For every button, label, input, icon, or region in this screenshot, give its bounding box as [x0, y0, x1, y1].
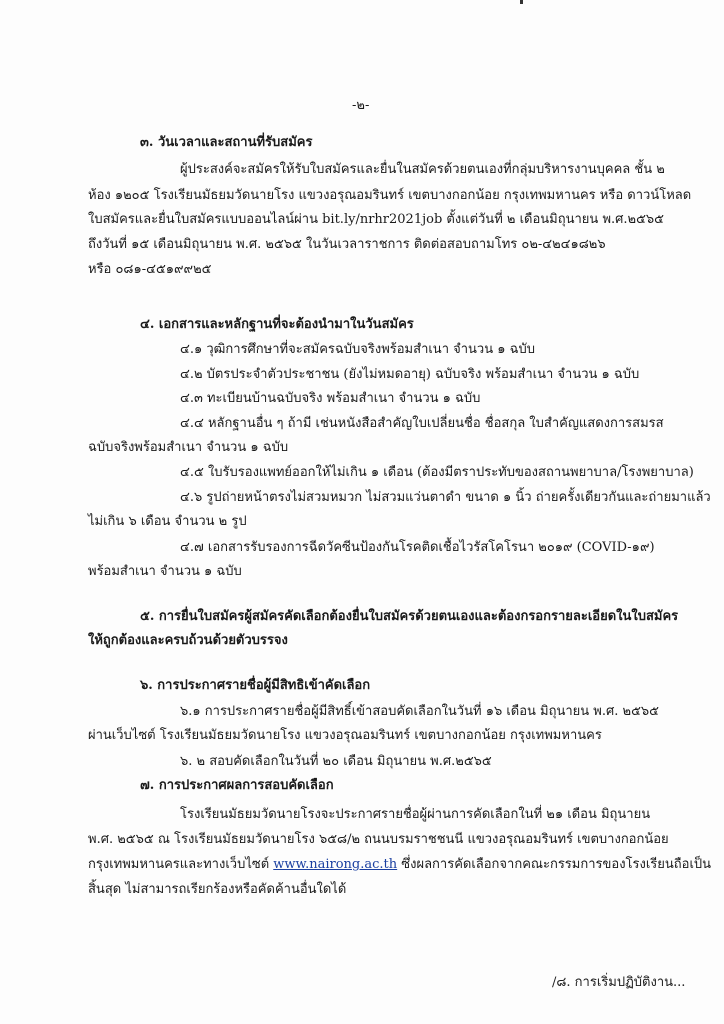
section-5-line-2: ให้ถูกต้องและครบถ้วนด้วยตัวบรรจง [88, 633, 288, 648]
section-4-item-4-cont: ฉบับจริงพร้อมสำเนา จำนวน ๑ ฉบับ [88, 440, 289, 455]
section-4-item-7: ๔.๗ เอกสารรับรองการฉีดวัคซีนป้องกันโรคติดเชื้อไวรัสโคโรนา ๒๐๑๙ (COVID-๑๙) [180, 540, 655, 555]
section-6-item-1-cont: ผ่านเว็บไซต์ โรงเรียนมัธยมวัดนายโรง แขวงอรุณอมรินทร์ เขตบางกอกน้อย กรุงเทพมหานคร [88, 728, 602, 743]
section-6-heading: ๖. การประกาศรายชื่อผู้มีสิทธิเข้าคัดเลือก [140, 678, 371, 693]
section-3-line-3: ใบสมัครและยื่นใบสมัครแบบออนไลน์ผ่าน bit.ly/nrhr2021job ตั้งแต่วันที่ ๒ เดือนมิถุนายน พ.ศ.๒๕๖๕ [88, 212, 665, 227]
section-4-item-2: ๔.๒ บัตรประจำตัวประชาชน (ยังไม่หมดอายุ) ฉบับจริง พร้อมสำเนา จำนวน ๑ ฉบับ [180, 367, 640, 382]
section-7-line-3-post: ซึ่งผลการคัดเลือกจากคณะกรรมการของโรงเรียนถือเป็น [397, 857, 712, 872]
section-3-line-4: ถึงวันที่ ๑๕ เดือนมิถุนายน พ.ศ. ๒๕๖๕ ในวันเวลาราชการ ติดต่อสอบถามโทร ๐๒-๔๒๔๑๘๒๖ [88, 237, 606, 252]
section-7-heading: ๗. การประกาศผลการสอบคัดเลือก [140, 778, 334, 793]
section-4-item-7-cont: พร้อมสำเนา จำนวน ๑ ฉบับ [88, 564, 242, 579]
section-7-line-3-pre: กรุงเทพมหานครและทางเว็บไซต์ [88, 857, 274, 872]
section-4-item-5: ๔.๕ ใบรับรองแพทย์ออกให้ไม่เกิน ๑ เดือน (ต้องมีตราประทับของสถานพยาบาล/โรงพยาบาล) [180, 465, 694, 480]
section-7-line-1: โรงเรียนมัธยมวัดนายโรงจะประกาศรายชื่อผู้ผ่านการคัดเลือกในที่ ๒๑ เดือน มิถุนายน [180, 807, 651, 822]
school-website-link[interactable]: www.nairong.ac.th [273, 857, 398, 872]
section-3-line-2: ห้อง ๑๒๐๕ โรงเรียนมัธยมวัดนายโรง แขวงอรุณอมรินทร์ เขตบางกอกน้อย กรุงเทพมหานคร หรือ ดาวน์โหลด [88, 188, 692, 203]
section-6-item-1: ๖.๑ การประกาศรายชื่อผู้มีสิทธิ์เข้าสอบคัดเลือกในวันที่ ๑๖ เดือน มิถุนายน พ.ศ. ๒๕๖๕ [180, 704, 660, 719]
section-3-heading: ๓. วันเวลาและสถานที่รับสมัคร [140, 135, 313, 150]
section-7-line-4: สิ้นสุด ไม่สามารถเรียกร้องหรือคัดค้านอื่นใดได้ [88, 882, 347, 897]
continuation-footer: /๘. การเริ่มปฏิบัติงาน... [552, 975, 686, 990]
section-7-line-3 [88, 857, 711, 873]
section-3-line-5: หรือ ๐๘๑-๔๕๑๙๙๒๕ [88, 262, 212, 277]
section-4-item-6-cont: ไม่เกิน ๖ เดือน จำนวน ๒ รูป [88, 514, 247, 529]
section-4-heading: ๔. เอกสารและหลักฐานที่จะต้องนำมาในวันสมัคร [140, 317, 414, 332]
section-3-line-1: ผู้ประสงค์จะสมัครให้รับใบสมัครและยื่นในสมัครด้วยตนเองที่กลุ่มบริหารงานบุคคล ชั้น ๒ [180, 162, 665, 177]
section-4-item-4: ๔.๔ หลักฐานอื่น ๆ ถ้ามี เช่นหนังสือสำคัญใบเปลี่ยนชื่อ ชื่อสกุล ใบสำคัญแสดงการสมรส [180, 416, 664, 431]
section-4-item-3: ๔.๓ ทะเบียนบ้านฉบับจริง พร้อมสำเนา จำนวน ๑ ฉบับ [180, 391, 481, 406]
section-5-line-1: ๕. การยื่นใบสมัครผู้สมัครคัดเลือกต้องยื่นใบสมัครด้วยตนเองและต้องกรอกรายละเอียดในใบสมัคร [140, 609, 679, 624]
section-6-item-2: ๖. ๒ สอบคัดเลือกในวันที่ ๒๐ เดือน มิถุนายน พ.ศ.๒๕๖๕ [180, 754, 492, 769]
page-number: -๒- [352, 98, 370, 113]
scan-mark [520, 0, 523, 4]
section-7-line-2: พ.ศ. ๒๕๖๕ ณ โรงเรียนมัธยมวัดนายโรง ๖๕๘/๒ ถนนบรมราชชนนี แขวงอรุณอมรินทร์ เขตบางกอกน้อย [88, 832, 669, 847]
section-4-item-1: ๔.๑ วุฒิการศึกษาที่จะสมัครฉบับจริงพร้อมสำเนา จำนวน ๑ ฉบับ [180, 342, 535, 357]
section-4-item-6: ๔.๖ รูปถ่ายหน้าตรงไม่สวมหมวก ไม่สวมแว่นตาดำ ขนาด ๑ นิ้ว ถ่ายครั้งเดียวกันและถ่ายมาแล้ว [180, 490, 711, 505]
